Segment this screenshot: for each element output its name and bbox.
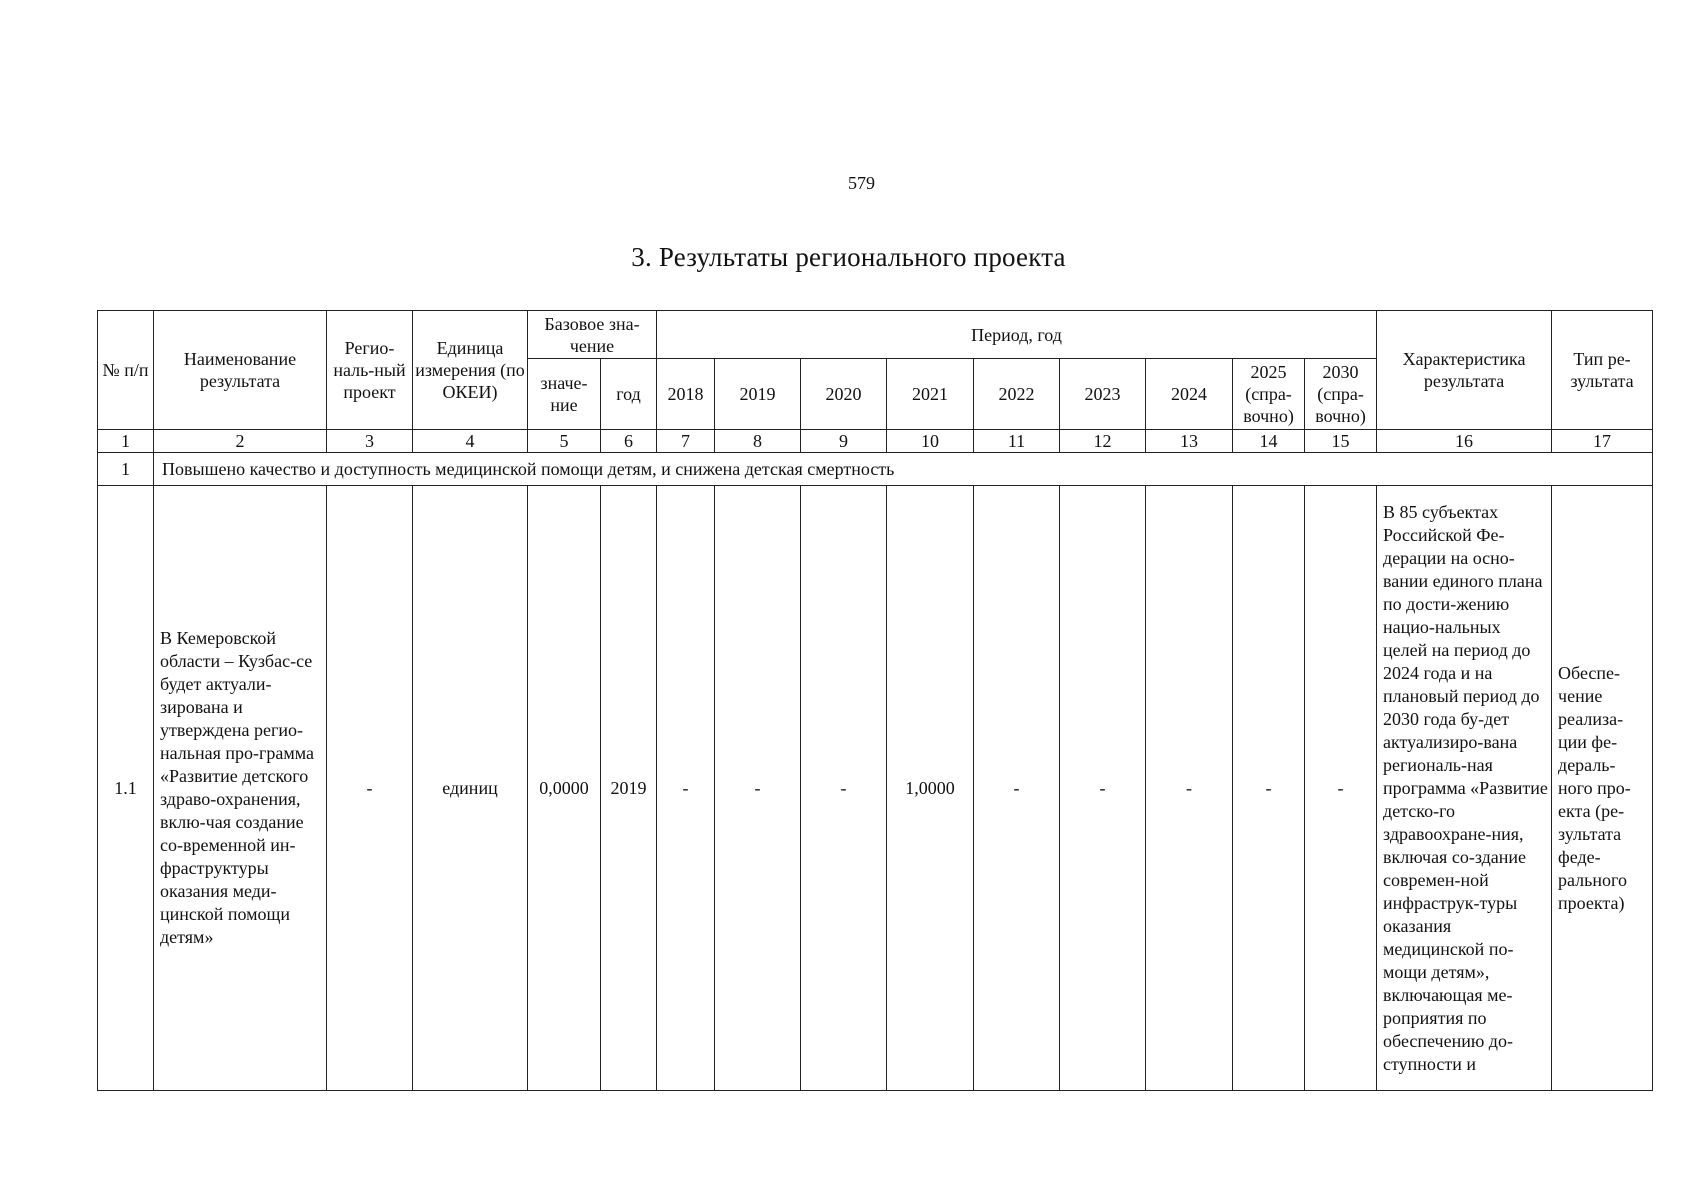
header-num: № п/п (98, 311, 154, 430)
header-base-year: год (601, 359, 657, 430)
row-number: 1.1 (98, 486, 154, 1091)
header-year: 2019 (715, 359, 801, 430)
column-number: 16 (1377, 430, 1552, 453)
column-number: 1 (98, 430, 154, 453)
column-number: 5 (528, 430, 601, 453)
base-year: 2019 (601, 486, 657, 1091)
header-period: Период, год (657, 311, 1377, 359)
column-number: 13 (1146, 430, 1233, 453)
page-number: 579 (848, 173, 875, 193)
column-number: 14 (1233, 430, 1305, 453)
column-number: 9 (801, 430, 887, 453)
header-characteristic: Характеристика результата (1377, 311, 1552, 430)
column-number: 12 (1060, 430, 1146, 453)
section-title: Повышено качество и доступность медицинской помощи детям, и снижена детская смертность (154, 453, 1653, 486)
results-table (97, 310, 1653, 1091)
year-value: - (801, 486, 887, 1091)
regional-project-value: - (327, 486, 413, 1091)
section-number: 1 (98, 453, 154, 486)
header-year: 2030 (спра-вочно) (1305, 359, 1377, 430)
column-number: 17 (1552, 430, 1653, 453)
header-year: 2020 (801, 359, 887, 430)
column-number: 8 (715, 430, 801, 453)
result-name: В Кемеровской области – Кузбас-се будет актуали-зирована и утверждена регио-нальная про-грамма «Развитие детского здраво-охранения, вклю-чая создание со-временной ин-фраструктуры оказания меди-цинской помощи детям» (154, 486, 327, 1091)
year-value: - (1060, 486, 1146, 1091)
column-number: 7 (657, 430, 715, 453)
year-value: - (1305, 486, 1377, 1091)
year-value: - (1233, 486, 1305, 1091)
table-row (98, 486, 1653, 1091)
header-regional-project: Регио-наль-ный проект (327, 311, 413, 430)
column-number: 2 (154, 430, 327, 453)
header-year: 2022 (974, 359, 1060, 430)
year-value: - (715, 486, 801, 1091)
year-value: - (657, 486, 715, 1091)
header-base-value: значе-ние (528, 359, 601, 430)
document-title: 3. Результаты регионального проекта (631, 242, 1066, 272)
header-year: 2021 (887, 359, 974, 430)
header-year: 2025 (спра-вочно) (1233, 359, 1305, 430)
base-value: 0,0000 (528, 486, 601, 1091)
header-base: Базовое зна-чение (528, 311, 657, 359)
header-name: Наименование результата (154, 311, 327, 430)
column-number: 11 (974, 430, 1060, 453)
result-type: Обеспе-чение реализа-ции фе-дераль-ного про-екта (ре-зультата феде-рального проекта) (1552, 486, 1653, 1091)
unit-value: единиц (413, 486, 528, 1091)
year-value: - (974, 486, 1060, 1091)
column-number: 10 (887, 430, 974, 453)
column-number: 4 (413, 430, 528, 453)
year-value: 1,0000 (887, 486, 974, 1091)
header-year: 2023 (1060, 359, 1146, 430)
column-number: 15 (1305, 430, 1377, 453)
column-number: 6 (601, 430, 657, 453)
year-value: - (1146, 486, 1233, 1091)
header-year: 2024 (1146, 359, 1233, 430)
column-number: 3 (327, 430, 413, 453)
header-type: Тип ре-зультата (1552, 311, 1653, 430)
result-characteristic: В 85 субъектах Российской Фе-дерации на осно-вании единого плана по дости-жению нацио-нальных целей на период до 2024 года и на плановый период до 2030 года бу-дет актуализиро-вана региональ-ная программа «Развитие детско-го здравоохране-ния, включая со-здание современ-ной инфраструк-туры оказания медицинской по-мощи детям», включающая ме-роприятия по обеспечению до-ступности и (1377, 486, 1552, 1091)
header-year: 2018 (657, 359, 715, 430)
header-unit: Единица измерения (по ОКЕИ) (413, 311, 528, 430)
